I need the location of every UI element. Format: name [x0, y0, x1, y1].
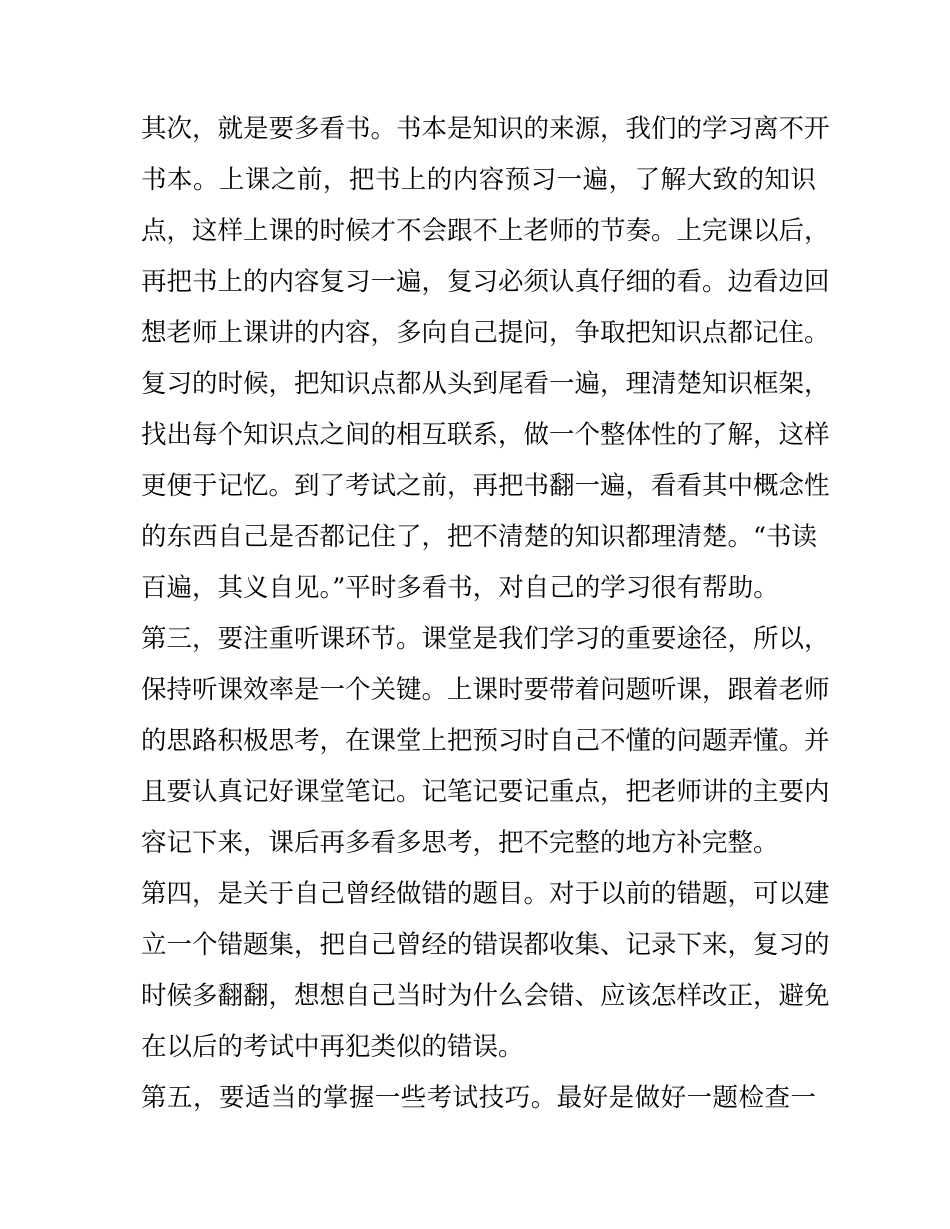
text-line: 书本。上课之前，把书上的内容预习一遍，了解大致的知识: [141, 165, 816, 195]
text-line: 的东西自己是否都记住了，把不清楚的知识都理清楚。“书读: [141, 522, 818, 552]
text-line: 其次，就是要多看书。书本是知识的来源，我们的学习离不开: [141, 114, 830, 144]
paragraph-exam-skills: [141, 1073, 816, 1124]
text-line: 的思路积极思考，在课堂上把预习时自己不懂的问题弄懂。并: [141, 726, 830, 756]
text-line: 再把书上的内容复习一遍，复习必须认真仔细的看。边看边回: [141, 267, 830, 297]
text-line: 第四，是关于自己曾经做错的题目。对于以前的错题，可以建: [141, 879, 830, 909]
text-line: 想老师上课讲的内容，多向自己提问，争取把知识点都记住。: [141, 318, 830, 348]
paragraph-wrong-questions: [141, 869, 830, 1073]
text-line: 更便于记忆。到了考试之前，再把书翻一遍，看看其中概念性: [141, 471, 830, 501]
text-line: 在以后的考试中再犯类似的错误。: [141, 1032, 524, 1062]
text-line: 第三，要注重听课环节。课堂是我们学习的重要途径，所以，: [141, 624, 830, 654]
text-line: 且要认真记好课堂笔记。记笔记要记重点，把老师讲的主要内: [141, 777, 830, 807]
text-line: 点，这样上课的时候才不会跟不上老师的节奏。上完课以后，: [141, 216, 830, 246]
text-line: 找出每个知识点之间的相互联系，做一个整体性的了解，这样: [141, 420, 830, 450]
paragraph-listening-in-class: [141, 614, 830, 869]
text-line: 保持听课效率是一个关键。上课时要带着问题听课，跟着老师: [141, 675, 830, 705]
text-line: 百遍，其义自见。”平时多看书，对自己的学习很有帮助。: [141, 573, 779, 603]
document-body: [141, 104, 830, 1124]
text-line: 复习的时候，把知识点都从头到尾看一遍，理清楚知识框架，: [141, 369, 830, 399]
text-line: 时候多翻翻，想想自己当时为什么会错、应该怎样改正，避免: [141, 981, 830, 1011]
text-line: 立一个错题集，把自己曾经的错误都收集、记录下来，复习的: [141, 930, 830, 960]
text-line: 第五，要适当的掌握一些考试技巧。最好是做好一题检查一: [141, 1083, 816, 1113]
paragraph-reading-books: [141, 104, 830, 614]
text-line: 容记下来，课后再多看多思考，把不完整的地方补完整。: [141, 828, 779, 858]
